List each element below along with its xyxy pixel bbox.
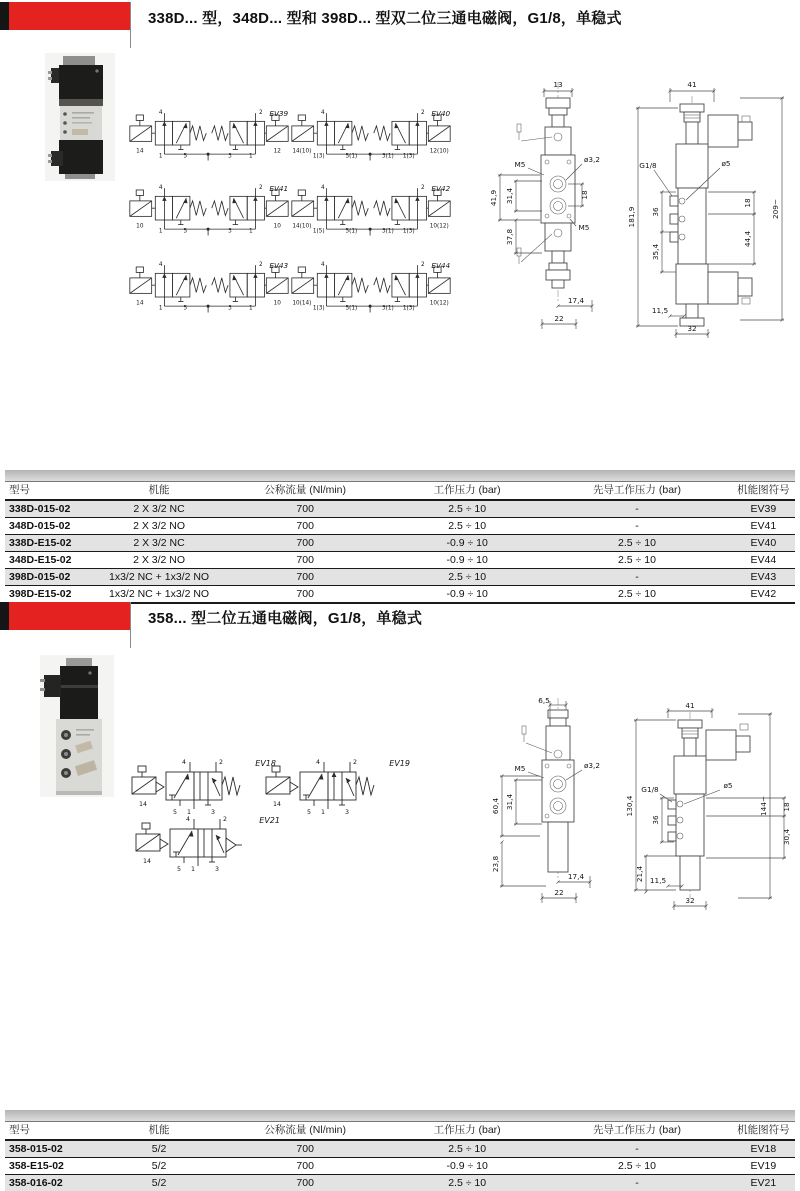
dim-label: 30,4 (782, 828, 791, 846)
valve-schematic-ev44 (290, 256, 452, 318)
dim-label: 23,8 (491, 855, 500, 873)
col-header-pilot-pressure: 先导工作压力 (bar) (592, 484, 682, 496)
port-label: 1(3) (312, 305, 325, 312)
col-header-flow: 公称流量 (Nl/min) (264, 1124, 347, 1136)
valve-schematic-ev43 (128, 256, 290, 318)
dim-label: M5 (578, 223, 590, 232)
port-label: 1(3) (402, 305, 415, 312)
port-label: 2 (259, 185, 263, 192)
spec-table-2 (5, 1110, 795, 1191)
diagram-code: EV43 (269, 260, 289, 270)
port-label: 5(1) (345, 153, 358, 160)
port-label: 1 (186, 809, 191, 816)
symbol-cell: EV41 (750, 520, 777, 532)
dim-label: 41,9 (489, 189, 498, 207)
symbol-cell: EV43 (750, 571, 777, 583)
section2-marker (0, 602, 130, 630)
port-label: 10(12) (429, 223, 449, 230)
col-header-pressure: 工作压力 (bar) (433, 1124, 501, 1136)
valve-schematic-ev19 (262, 756, 412, 818)
model-cell: 358-015-02 (9, 1143, 63, 1155)
dim-label: 37,8 (505, 228, 514, 246)
port-label: 10 (273, 300, 281, 307)
model-cell: 348D-E15-02 (9, 554, 72, 566)
col-header-pilot-pressure: 先导工作压力 (bar) (592, 1124, 682, 1136)
function-cell: 2 X 3/2 NC (133, 503, 185, 515)
dim-label: M5 (514, 160, 526, 169)
valve-photo-illustration (45, 53, 115, 181)
pilot-cell: - (635, 503, 639, 515)
model-cell: 348D-015-02 (9, 520, 71, 532)
port-label: 1 (249, 305, 253, 312)
port-label: 14 (272, 801, 282, 808)
flow-cell: 700 (296, 588, 314, 600)
pressure-cell: -0.9 ÷ 10 (446, 537, 488, 549)
port-label: 10(12) (429, 300, 449, 307)
dim-label: M5 (514, 764, 526, 773)
diagram-code: EV41 (269, 183, 289, 193)
port-label: 3(1) (382, 305, 394, 312)
valve-schematic-ev42 (290, 179, 452, 241)
valve-schematic-ev21 (132, 813, 282, 875)
port-label: 3 (215, 866, 220, 873)
table-header-row (5, 482, 795, 499)
valve-photo-illustration (40, 655, 114, 797)
pressure-cell: 2.5 ÷ 10 (448, 1143, 487, 1155)
function-cell: 2 X 3/2 NO (133, 554, 186, 566)
diagram-code: EV39 (269, 108, 289, 118)
flow-cell: 700 (296, 537, 314, 549)
diagram-code: EV44 (431, 260, 451, 270)
flow-cell: 700 (296, 1177, 314, 1189)
port-label: 14(10) (292, 223, 312, 230)
dim-label: 22 (554, 314, 564, 323)
pilot-cell: 2.5 ÷ 10 (618, 537, 656, 549)
table-row (5, 499, 795, 517)
port-label: 4 (320, 110, 325, 117)
flow-cell: 700 (296, 520, 314, 532)
model-cell: 398D-E15-02 (9, 588, 72, 600)
port-label: 3(1) (382, 153, 394, 160)
port-label: 2 (353, 759, 358, 766)
dimension-drawing-side-1 (620, 80, 798, 340)
pilot-cell: 2.5 ÷ 10 (618, 554, 656, 566)
function-cell: 5/2 (151, 1160, 167, 1172)
table-row (5, 1157, 795, 1174)
pressure-cell: -0.9 ÷ 10 (446, 588, 488, 600)
symbol-cell: EV40 (750, 537, 777, 549)
product-photo-valve-338d (45, 53, 115, 181)
flow-cell: 700 (296, 554, 314, 566)
port-label: 3 (228, 228, 232, 235)
dim-label: 41 (685, 702, 695, 710)
function-cell: 2 X 3/2 NC (133, 537, 185, 549)
pilot-cell: 2.5 ÷ 10 (618, 1160, 656, 1172)
dim-label: 32 (685, 896, 695, 905)
table-row (5, 551, 795, 568)
port-label: 5 (306, 809, 311, 816)
port-label: 1(3) (402, 153, 415, 160)
dim-label: 32 (687, 324, 697, 333)
port-label: 3 (211, 809, 216, 816)
model-cell: 358-016-02 (9, 1177, 63, 1189)
port-label: 14(10) (292, 148, 312, 155)
port-label: 3 (228, 305, 232, 312)
dim-label: ø3,2 (583, 155, 601, 164)
function-cell: 5/2 (151, 1143, 167, 1155)
port-label: 5 (176, 866, 181, 873)
port-label: 4 (158, 110, 163, 117)
port-label: 1 (158, 305, 163, 312)
model-cell: 338D-E15-02 (9, 537, 72, 549)
function-cell: 5/2 (151, 1177, 167, 1189)
flow-cell: 700 (296, 1160, 314, 1172)
port-label: 2 (421, 262, 425, 269)
diagram-code: EV42 (431, 183, 451, 193)
dim-label: 17,4 (567, 872, 585, 881)
port-label: 4 (315, 759, 320, 766)
model-cell: 358-E15-02 (9, 1160, 64, 1172)
port-label: 14 (138, 801, 148, 808)
port-label: 1(3) (312, 153, 325, 160)
symbol-cell: EV21 (750, 1177, 777, 1189)
port-label: 3 (345, 809, 350, 816)
port-label: 2 (259, 262, 263, 269)
valve-schematic-ev18 (128, 756, 278, 818)
dim-label: 60,4 (491, 797, 500, 815)
port-label: 10 (136, 223, 144, 230)
port-label: 1 (249, 153, 253, 160)
function-cell: 1x3/2 NC + 1x3/2 NO (109, 588, 210, 600)
marker-red-block (9, 2, 130, 30)
table-row (5, 568, 795, 585)
flow-cell: 700 (296, 1143, 314, 1155)
dimension-drawing-side-2 (618, 702, 798, 914)
dim-label: ø3,2 (583, 761, 601, 770)
port-label: 3(1) (382, 228, 394, 235)
table-row (5, 1174, 795, 1191)
dim-label: 21,4 (635, 865, 644, 883)
pressure-cell: 2.5 ÷ 10 (448, 1177, 487, 1189)
col-header-function: 机能 (148, 1124, 170, 1136)
function-cell: 2 X 3/2 NO (133, 520, 186, 532)
product-photo-valve-358 (40, 655, 114, 797)
dim-label: G1/8 (641, 785, 659, 794)
dim-label: 130,4 (625, 795, 634, 817)
pilot-cell: - (635, 1177, 639, 1189)
symbol-cell: EV19 (750, 1160, 777, 1172)
table-row (5, 1139, 795, 1157)
pressure-cell: 2.5 ÷ 10 (448, 571, 487, 583)
port-label: 4 (181, 759, 186, 766)
spec-table-1 (5, 470, 795, 604)
flow-cell: 700 (296, 503, 314, 515)
dim-label: 17,4 (567, 296, 585, 305)
port-label: 10 (273, 223, 281, 230)
marker-black-block (0, 602, 9, 630)
port-label: 12 (273, 148, 281, 155)
table-row (5, 534, 795, 551)
port-label: 4 (158, 262, 163, 269)
section2-title: 358... 型二位五通电磁阀，G1/8，单稳式 (148, 610, 423, 627)
symbol-cell: EV39 (750, 503, 777, 515)
col-header-symbol: 机能图符号 (737, 1124, 790, 1136)
dim-label: 11,5 (649, 876, 667, 885)
port-label: 12(10) (429, 148, 449, 155)
diagram-code: EV18 (255, 759, 276, 768)
diagram-code: EV40 (431, 108, 451, 118)
port-label: 14 (136, 148, 144, 155)
dim-label: 181,9 (627, 206, 636, 228)
dim-label: 209~ (771, 198, 780, 220)
dim-label: G1/8 (639, 161, 657, 170)
port-label: 1 (158, 153, 163, 160)
pressure-cell: 2.5 ÷ 10 (448, 503, 487, 515)
marker-black-block (0, 2, 9, 30)
dim-label: 31,4 (505, 187, 514, 205)
dim-label: 31,4 (505, 793, 514, 811)
port-label: 5 (183, 228, 188, 235)
col-header-symbol: 机能图符号 (737, 484, 790, 496)
port-label: 2 (259, 110, 263, 117)
port-label: 4 (320, 262, 325, 269)
port-label: 4 (320, 185, 325, 192)
dim-label: 41 (687, 80, 697, 89)
port-label: 2 (421, 185, 425, 192)
pilot-cell: 2.5 ÷ 10 (618, 588, 656, 600)
table-row (5, 517, 795, 534)
dim-label: 44,4 (743, 230, 752, 248)
port-label: 5 (172, 809, 177, 816)
table-top-strip (5, 470, 795, 482)
valve-schematic-ev40 (290, 104, 452, 166)
port-label: 2 (223, 816, 228, 823)
diagram-code: EV21 (259, 816, 280, 825)
port-label: 1(5) (312, 228, 325, 235)
model-cell: 338D-015-02 (9, 503, 71, 515)
dim-label: 36 (651, 815, 660, 825)
port-label: 1(3) (402, 228, 415, 235)
symbol-cell: EV18 (750, 1143, 777, 1155)
section2-rule (130, 602, 131, 648)
port-label: 5(1) (345, 305, 358, 312)
port-label: 10(14) (292, 300, 312, 307)
dim-label: ø5 (723, 781, 733, 790)
marker-red-block (9, 602, 130, 630)
port-label: 4 (158, 185, 163, 192)
diagram-code: EV19 (389, 759, 410, 768)
section1-title: 338D... 型，348D... 型和 398D... 型双二位三通电磁阀，G1/8，单稳式 (148, 10, 622, 27)
port-label: 14 (136, 300, 144, 307)
dim-label: ø5 (721, 159, 731, 168)
pilot-cell: - (635, 571, 639, 583)
col-header-function: 机能 (148, 484, 170, 496)
pilot-cell: - (635, 520, 639, 532)
symbol-cell: EV42 (750, 588, 777, 600)
col-header-flow: 公称流量 (Nl/min) (264, 484, 347, 496)
dim-label: 144~ (759, 795, 768, 817)
port-label: 4 (185, 816, 190, 823)
table-top-strip (5, 1110, 795, 1122)
port-label: 1 (190, 866, 195, 873)
port-label: 1 (249, 228, 253, 235)
pressure-cell: 2.5 ÷ 10 (448, 520, 487, 532)
port-label: 2 (421, 110, 425, 117)
dim-label: 22 (554, 888, 564, 897)
pilot-cell: - (635, 1143, 639, 1155)
model-cell: 398D-015-02 (9, 571, 71, 583)
col-header-model: 型号 (9, 1124, 30, 1136)
dim-label: 35,4 (651, 243, 660, 261)
symbol-cell: EV44 (750, 554, 777, 566)
port-label: 5(1) (345, 228, 358, 235)
dim-label: 18 (782, 802, 791, 812)
dim-label: 36 (651, 207, 660, 217)
port-label: 2 (219, 759, 224, 766)
port-label: 5 (183, 153, 188, 160)
pressure-cell: -0.9 ÷ 10 (446, 1160, 488, 1172)
port-label: 14 (142, 858, 152, 865)
valve-schematic-ev41 (128, 179, 290, 241)
port-label: 3 (228, 153, 232, 160)
port-label: 5 (183, 305, 188, 312)
col-header-pressure: 工作压力 (bar) (433, 484, 501, 496)
col-header-model: 型号 (9, 484, 30, 496)
valve-schematic-ev39 (128, 104, 290, 166)
table-header-row (5, 1122, 795, 1139)
dim-label: 6,5 (538, 696, 550, 705)
port-label: 1 (158, 228, 163, 235)
section1-marker (0, 2, 130, 30)
section1-rule (130, 2, 131, 48)
dim-label: 11,5 (651, 306, 669, 315)
dim-label: 13 (553, 80, 563, 89)
dim-label: 18 (743, 198, 752, 208)
port-label: 1 (320, 809, 325, 816)
function-cell: 1x3/2 NC + 1x3/2 NO (109, 571, 210, 583)
flow-cell: 700 (296, 571, 314, 583)
pressure-cell: -0.9 ÷ 10 (446, 554, 488, 566)
dim-label: 18 (580, 190, 589, 200)
